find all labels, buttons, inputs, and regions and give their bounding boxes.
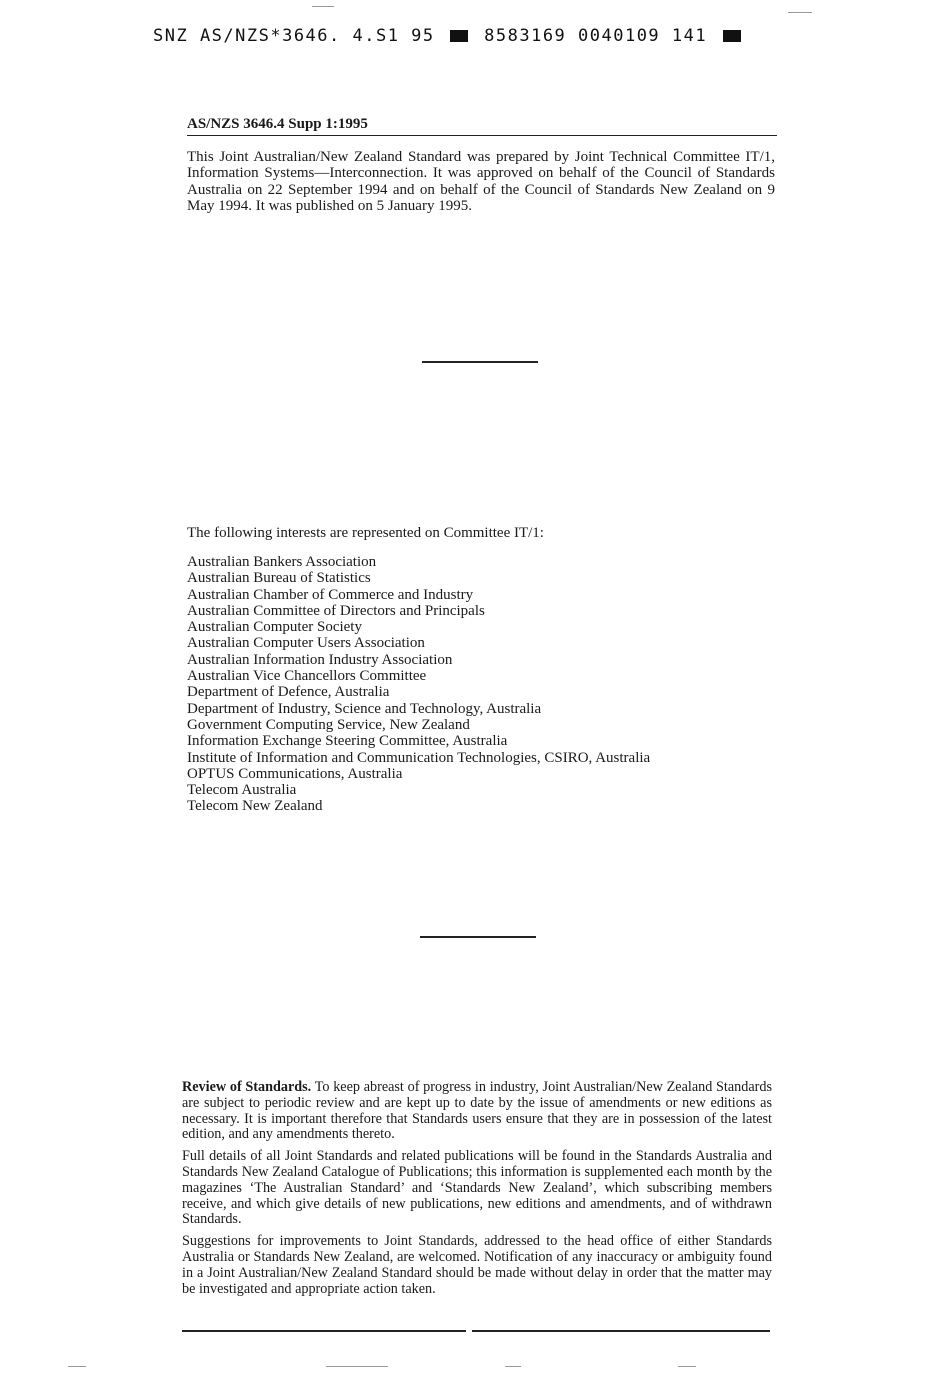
suggestions-paragraph: Suggestions for improvements to Joint Standards, addressed to the head office of either Standards Australia or Standards New Zealand, are welcomed. Notification of any inaccuracy or ambiguity found in a Joint Australian/New Zealand Standard should be made without delay in order that the matter may be investigated and appropriate action taken.	[182, 1233, 772, 1297]
review-paragraph	[182, 1080, 772, 1143]
standard-title: AS/NZS 3646.4 Supp 1:1995	[187, 116, 777, 136]
list-item: Australian Committee of Directors and Principals	[187, 602, 485, 619]
list-item: Australian Chamber of Commerce and Industry	[187, 586, 474, 603]
review-text: To keep abreast of progress in industry, Joint Australian/New Zealand Standards are subject to periodic review and are kept up to date by the issue of amendments or new editions as necessary. It is important therefore that Standards users ensure that they are in possession of the latest edition, and any amendments thereto.	[182, 1079, 772, 1143]
footer-rule-left	[182, 1330, 466, 1332]
block-mark	[450, 30, 468, 42]
review-of-standards-section	[182, 1080, 772, 1303]
list-item: Telecom New Zealand	[187, 798, 323, 815]
list-item: Australian Bureau of Statistics	[187, 570, 371, 587]
review-lead: Review of Standards.	[182, 1079, 312, 1095]
list-item: OPTUS Communications, Australia	[187, 765, 403, 782]
scan-artifact	[505, 1366, 521, 1367]
committee-heading: The following interests are represented on Committee IT/1:	[187, 525, 544, 541]
list-item: Australian Computer Users Association	[187, 635, 425, 652]
catalogue-code-part2: 8583169 0040109 141	[484, 26, 708, 46]
list-item: Department of Defence, Australia	[187, 684, 390, 701]
scan-artifact	[68, 1366, 86, 1367]
list-item: Department of Industry, Science and Technology, Australia	[187, 700, 542, 717]
list-item: Institute of Information and Communication Technologies, CSIRO, Australia	[187, 749, 651, 766]
section-divider	[420, 936, 536, 938]
catalogue-code-header	[153, 26, 745, 46]
list-item: Information Exchange Steering Committee, Australia	[187, 733, 508, 750]
section-divider	[422, 361, 538, 363]
committee-member-list	[187, 554, 650, 815]
scan-artifact	[326, 1366, 388, 1367]
scan-artifact	[312, 6, 334, 7]
block-mark	[723, 30, 741, 42]
scan-artifact	[788, 12, 812, 13]
catalogue-paragraph: Full details of all Joint Standards and related publications will be found in the Standards Australia and Standards New Zealand Catalogue of Publications; this information is supplemented each month by the magazines ‘The Australian Standard’ and ‘Standards New Zealand’, which subscribing members receive, and which give details of new publications, new editions and amendments, and of withdrawn Standards.	[182, 1148, 772, 1228]
list-item: Telecom Australia	[187, 782, 297, 799]
list-item: Australian Vice Chancellors Committee	[187, 668, 427, 685]
scan-artifact	[678, 1366, 696, 1367]
list-item: Australian Information Industry Association	[187, 651, 453, 668]
list-item: Australian Computer Society	[187, 619, 362, 636]
footer-rule-right	[472, 1330, 770, 1332]
approval-paragraph: This Joint Australian/New Zealand Standard was prepared by Joint Technical Committee IT/1, Information Systems—Interconnection. It was approved on behalf of the Council of Standards Australia on 22 September 1994 and on behalf of the Council of Standards New Zealand on 9 May 1994. It was published on 5 January 1995.	[187, 149, 775, 215]
catalogue-code-part1: SNZ AS/NZS*3646. 4.S1 95	[153, 26, 435, 46]
list-item: Government Computing Service, New Zealand	[187, 716, 470, 733]
list-item: Australian Bankers Association	[187, 554, 377, 570]
